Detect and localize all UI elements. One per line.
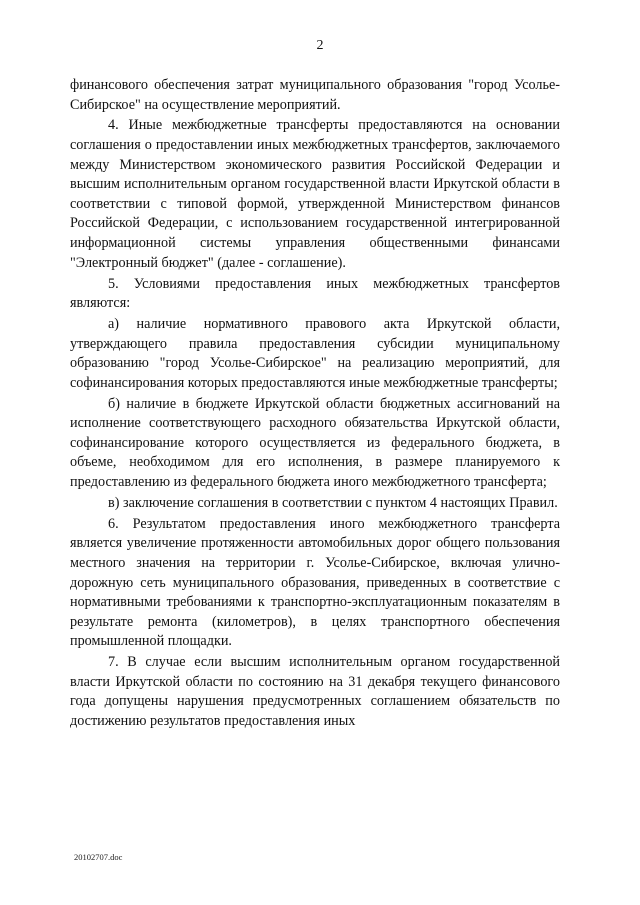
paragraph-item-4: 4. Иные межбюджетные трансферты предоставляются на основании соглашения о предоставлении иных межбюджетных трансфертов, заключаемого между Министерством экономического развития Российской Федерации и высшим исполнительным органом государственной власти Иркутской области в соответствии с типовой формой, утвержденной Министерством финансов Российской Федерации, с использованием государственной интегрированной информационной системы управления общественными финансами "Электронный бюджет" (далее - соглашение).: [70, 117, 560, 271]
paragraph-item-7: 7. В случае если высшим исполнительным органом государственной власти Иркутской области по состоянию на 31 декабря текущего финансового года допущены нарушения предусмотренных соглашением обязательств по достижению результатов предоставления иных: [70, 654, 560, 730]
paragraph-item-6: 6. Результатом предоставления иного межбюджетного трансферта является увеличение протяженности автомобильных дорог общего пользования местного значения на территории г. Усолье-Сибирское, включая улично-дорожную сеть муниципального образования, приведенных в соответствие с нормативными требованиями к транспортно-эксплуатационным показателям в результате ремонта (километров), в целях транспортного обеспечения промышленной площадки.: [70, 515, 560, 650]
document-body: [70, 76, 560, 733]
footer-filename: 20102707.doc: [74, 852, 123, 862]
paragraph-item-5: 5. Условиями предоставления иных межбюджетных трансфертов являются:: [70, 275, 560, 312]
paragraph-continuation: финансового обеспечения затрат муниципального образования "город Усолье-Сибирское" на осуществление мероприятий.: [70, 77, 560, 113]
paragraph-item-5v: в) заключение соглашения в соответствии с пунктом 4 настоящих Правил.: [108, 494, 558, 511]
page-number: 2: [316, 38, 324, 53]
paragraph-item-5a: а) наличие нормативного правового акта Иркутской области, утверждающего правила предоставления субсидии муниципальному образованию "город Усолье-Сибирское" на реализацию мероприятий, для софинансирования которых предоставляются иные межбюджетные трансферты;: [70, 316, 560, 391]
paragraph-item-5b: б) наличие в бюджете Иркутской области бюджетных ассигнований на исполнение соответствующего расходного обязательства Иркутской области, софинансирование которого осуществляется из федерального бюджета, в объеме, необходимом для его исполнения, в размере планируемого к предоставлению из федерального бюджета иного межбюджетного трансферта;: [70, 395, 560, 491]
